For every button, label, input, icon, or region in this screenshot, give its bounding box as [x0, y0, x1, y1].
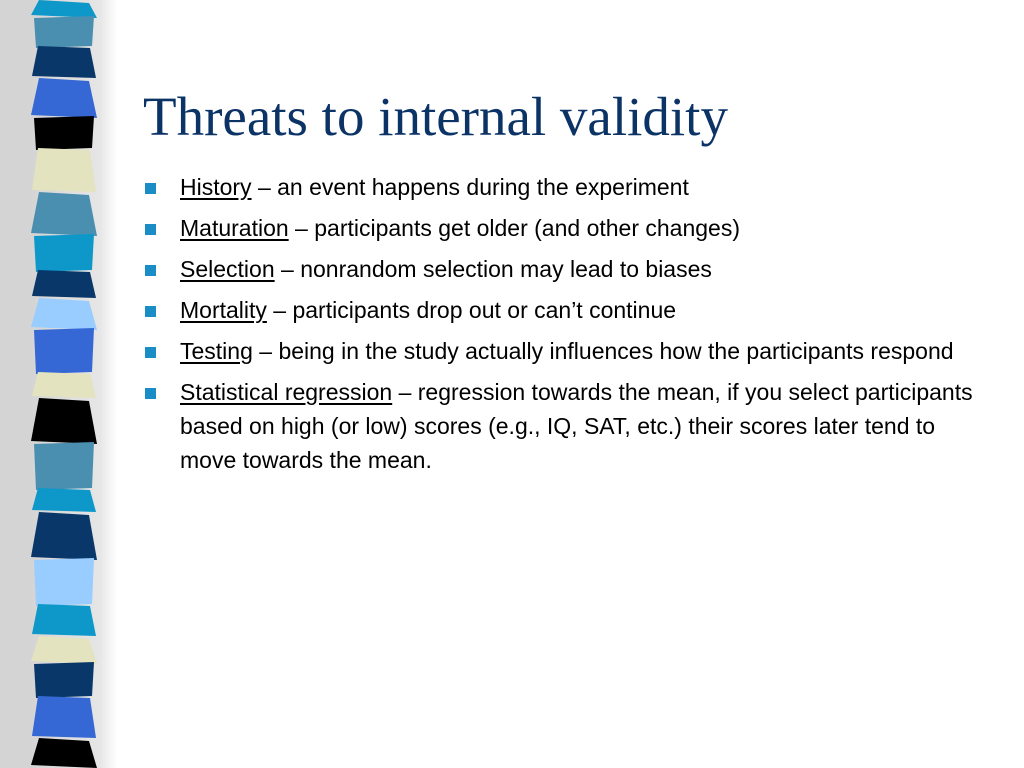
bullet-text: – regression towards the mean, if you select participants based on high (or low) scores (e.g., IQ, SAT, etc.) their scores later tend to move towards the mean. — [180, 379, 973, 473]
stripe-block — [34, 328, 94, 374]
bullet-item-testing — [143, 334, 993, 368]
stripe-block — [34, 116, 94, 150]
square-bullet-icon — [145, 388, 156, 399]
square-bullet-icon — [145, 306, 156, 317]
stripe-block — [34, 16, 94, 48]
bullet-item-statistical-regression — [143, 375, 993, 477]
bullet-item-mortality — [143, 293, 993, 327]
stripe-block — [32, 148, 96, 192]
stripe-block — [32, 696, 96, 738]
bullet-term: Maturation — [180, 215, 289, 241]
square-bullet-icon — [145, 265, 156, 276]
stripe-block — [31, 738, 97, 768]
bullet-term: Testing — [180, 338, 253, 364]
bullet-term: Mortality — [180, 297, 267, 323]
stripe-block — [34, 558, 94, 606]
bullet-text: – being in the study actually influences how the participants respond — [252, 338, 954, 364]
decorative-side-stripe — [0, 0, 118, 768]
bullet-term: History — [180, 174, 252, 200]
stripe-block — [31, 636, 97, 664]
bullet-text: – participants drop out or can’t continue — [266, 297, 677, 323]
slide-title: Threats to internal validity — [143, 86, 728, 147]
stripe-block — [31, 192, 97, 236]
stripe-block — [34, 662, 94, 698]
bullet-term: Statistical regression — [180, 379, 393, 405]
stripe-block — [32, 488, 96, 512]
bullet-text: – an event happens during the experiment — [251, 174, 689, 200]
stripe-block — [31, 398, 97, 444]
stripe-block — [32, 372, 96, 398]
bullet-text: – participants get older (and other changes) — [288, 215, 741, 241]
bullet-item-history — [143, 170, 993, 204]
bullet-term: Selection — [180, 256, 275, 282]
stripe-blocks — [0, 0, 118, 768]
stripe-block — [32, 604, 96, 636]
stripe-block — [34, 234, 94, 272]
stripe-block — [34, 442, 94, 490]
stripe-block — [31, 0, 97, 18]
bullet-item-maturation — [143, 211, 993, 245]
stripe-block — [32, 270, 96, 298]
stripe-block — [31, 512, 97, 560]
square-bullet-icon — [145, 183, 156, 194]
bullet-text: – nonrandom selection may lead to biases — [274, 256, 712, 282]
stripe-block — [32, 46, 96, 78]
bullet-item-selection — [143, 252, 993, 286]
stripe-block — [31, 78, 97, 118]
stripe-block — [31, 298, 97, 330]
square-bullet-icon — [145, 224, 156, 235]
square-bullet-icon — [145, 347, 156, 358]
bullet-list — [143, 170, 993, 484]
